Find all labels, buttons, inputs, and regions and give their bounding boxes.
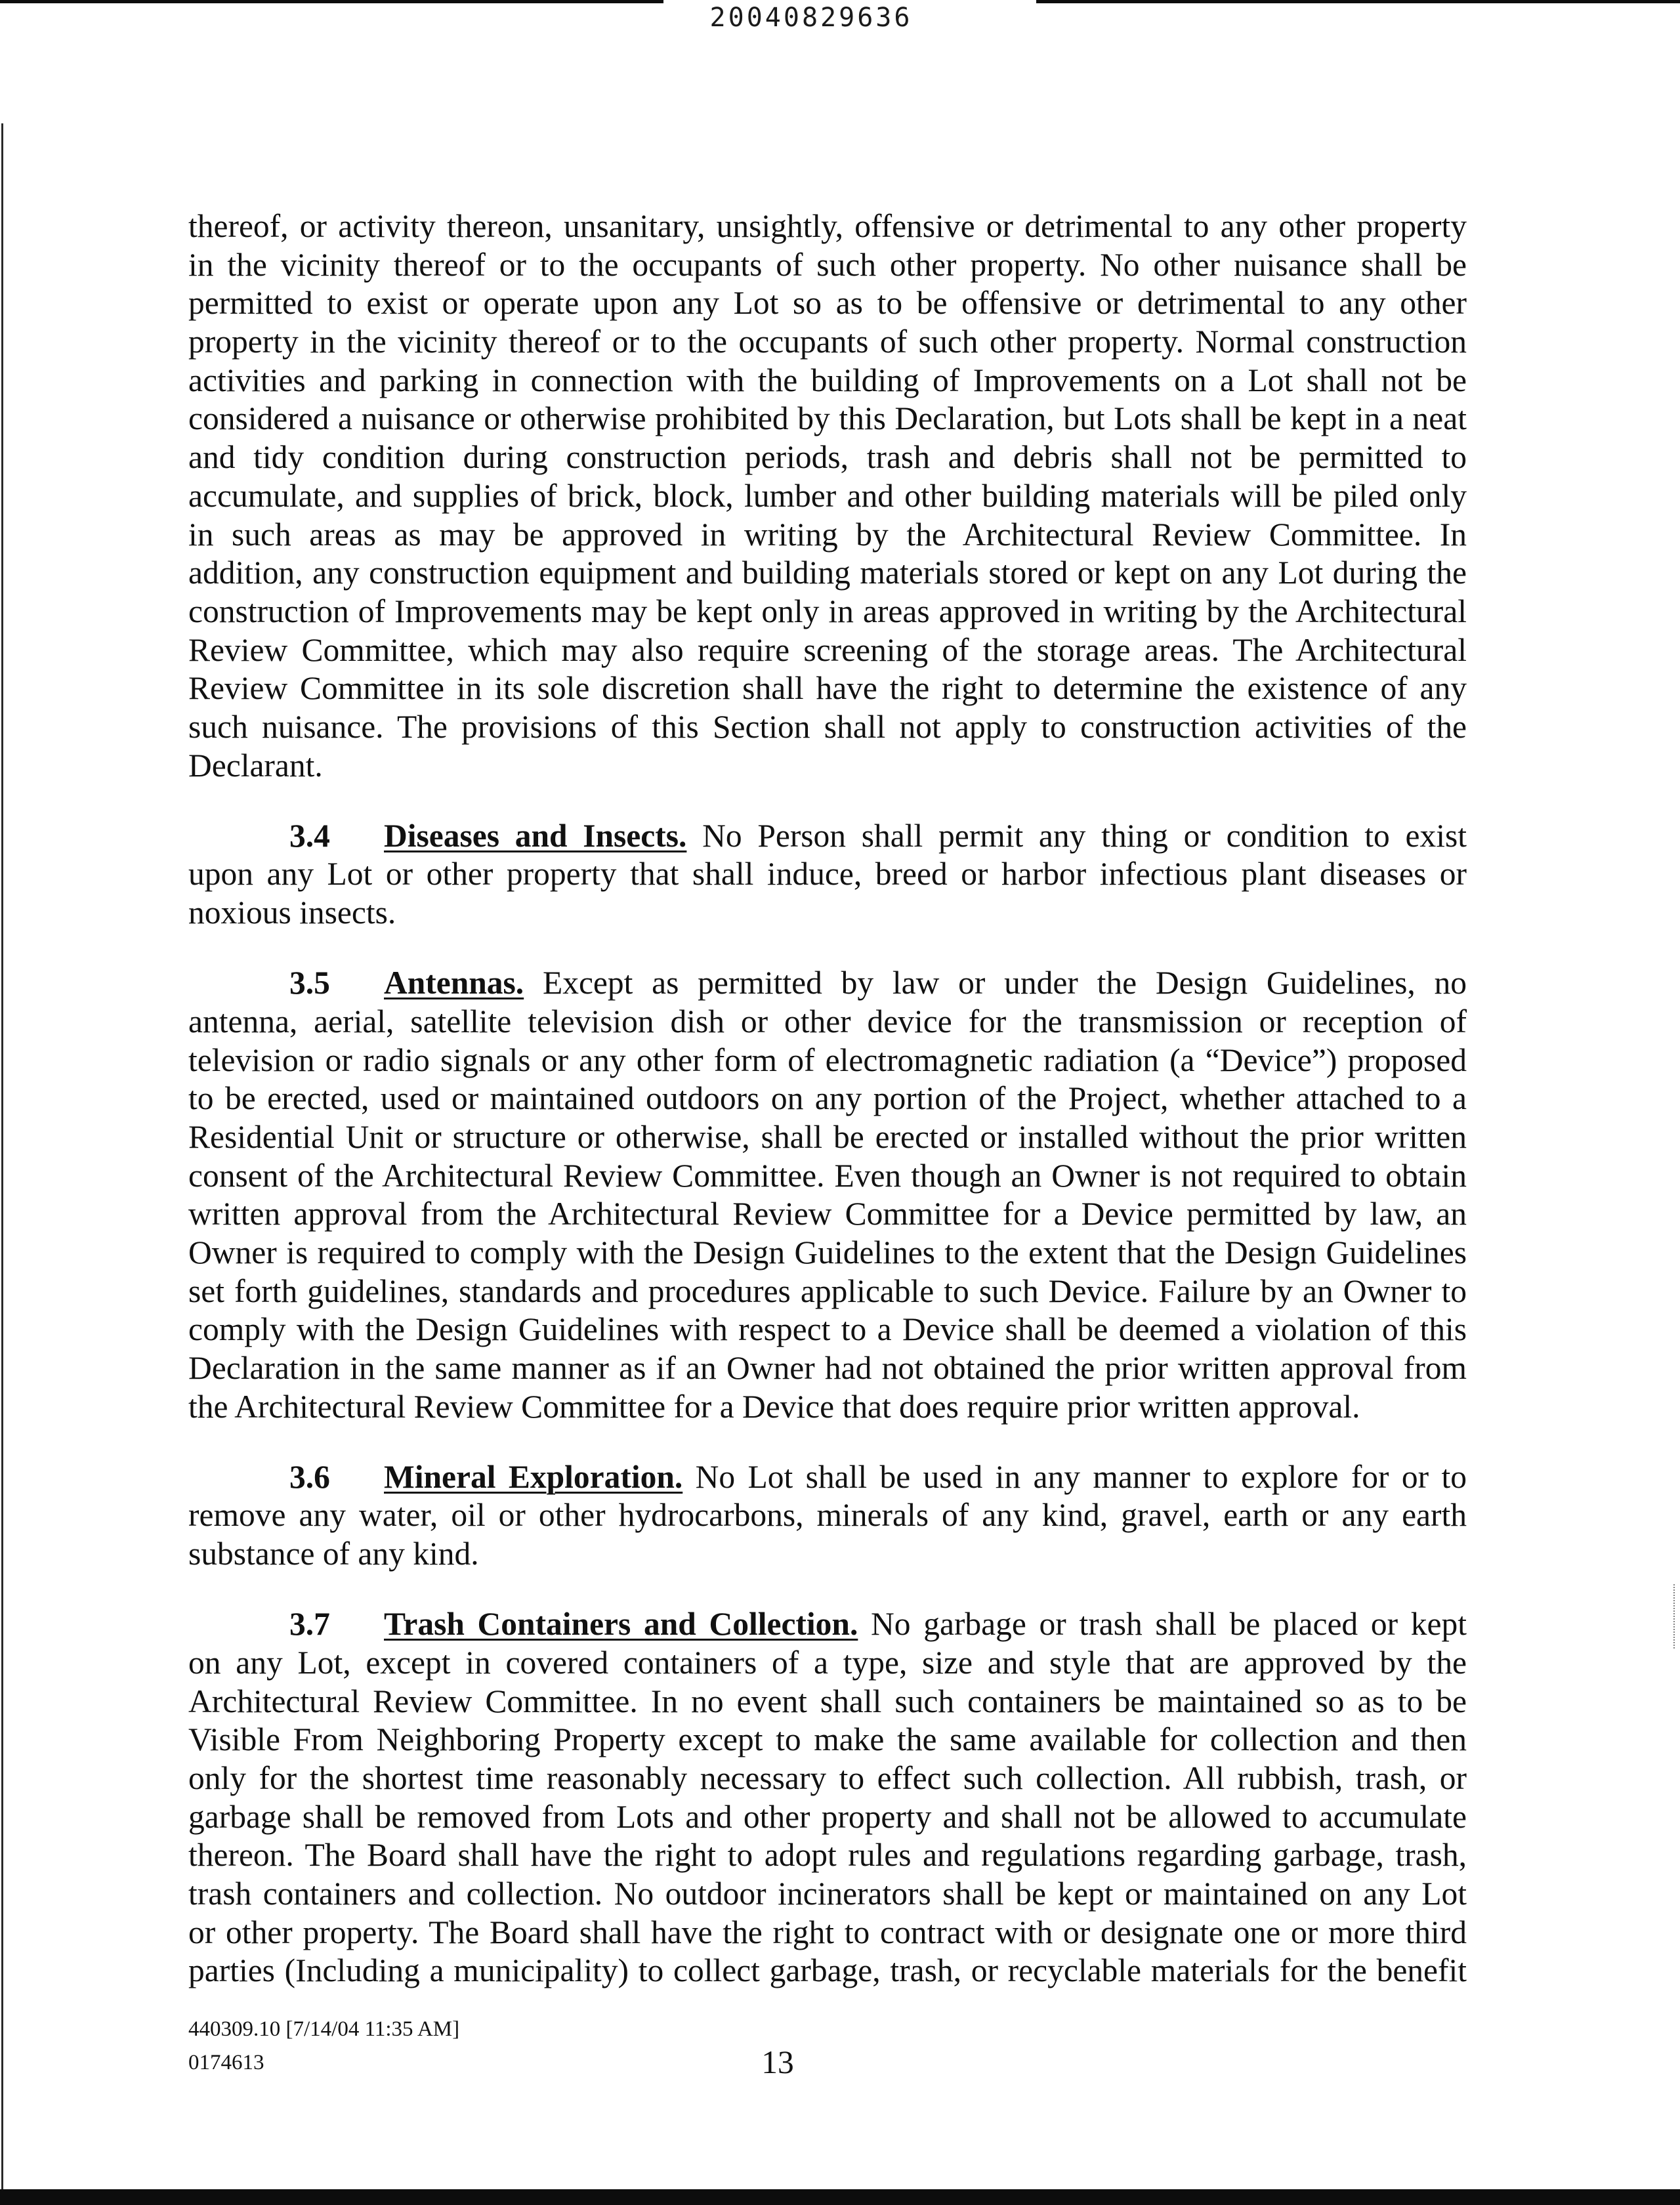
text-line: or other property. The Board shall have the right to contract with or designate one or more third [188, 1914, 1467, 1950]
section-first-line-text [384, 1605, 1467, 1644]
text-line: construction of Improvements may be kept only in areas approved in writing by the Architectural [188, 593, 1467, 629]
section-3-7 [188, 1605, 1467, 1990]
section-3-5 [188, 964, 1467, 1426]
section-heading: Mineral Exploration. [384, 1458, 683, 1495]
paragraph-continuation [188, 207, 1467, 785]
section-first-line-text [384, 817, 1467, 856]
text-line: activities and parking in connection with the building of Improvements on a Lot shall not be [188, 362, 1467, 398]
section-first-line [188, 817, 1467, 856]
text-line: addition, any construction equipment and building materials stored or kept on any Lot during the [188, 555, 1467, 591]
page-body [188, 207, 1467, 1990]
text-line: noxious insects. [188, 894, 396, 931]
text-line: Owner is required to comply with the Design Guidelines to the extent that the Design Guidelines [188, 1234, 1467, 1270]
page-number: 13 [761, 2044, 794, 2080]
section-first-line-body: No garbage or trash shall be placed or kept [871, 1606, 1467, 1643]
document-number: 20040829636 [709, 3, 913, 33]
text-line: in such areas as may be approved in writing by the Architectural Review Committee. In [188, 516, 1467, 553]
text-line: Declarant. [188, 747, 323, 784]
text-line: remove any water, oil or other hydrocarbons, minerals of any kind, gravel, earth or any earth [188, 1497, 1467, 1534]
section-number: 3.5 [289, 965, 330, 1001]
section-first-line-body: No Person shall permit any thing or condition to exist [702, 817, 1467, 854]
text-line: such nuisance. The provisions of this Section shall not apply to construction activities of the [188, 708, 1467, 745]
section-first-line [188, 1605, 1467, 1644]
section-first-line-text [384, 1458, 1467, 1497]
text-line: parties (Including a municipality) to collect garbage, trash, or recyclable materials for the benefit [188, 1952, 1467, 1989]
scan-edge-bottom [0, 2189, 1680, 2205]
section-first-line [188, 964, 1467, 1003]
text-line: antenna, aerial, satellite television dish or other device for the transmission or reception of [188, 1003, 1467, 1040]
section-heading: Diseases and Insects. [384, 817, 687, 854]
section-heading: Antennas. [384, 965, 524, 1001]
text-line: upon any Lot or other property that shall induce, breed or harbor infectious plant diseases or [188, 856, 1467, 892]
text-line: to be erected, used or maintained outdoors on any portion of the Project, whether attached to a [188, 1080, 1467, 1117]
section-first-line-text [384, 964, 1467, 1003]
text-line: garbage shall be removed from Lots and other property and shall not be allowed to accumulate [188, 1798, 1467, 1835]
text-line: accumulate, and supplies of brick, block, lumber and other building materials will be piled only [188, 477, 1467, 514]
text-line: in the vicinity thereof or to the occupants of such other property. No other nuisance shall be [188, 246, 1467, 283]
text-line: Review Committee, which may also require screening of the storage areas. The Architectural [188, 631, 1467, 668]
section-first-line-body: No Lot shall be used in any manner to explore for or to [695, 1458, 1467, 1495]
text-line: considered a nuisance or otherwise prohibited by this Declaration, but Lots shall be kept in a neat [188, 400, 1467, 437]
text-line: Review Committee in its sole discretion shall have the right to determine the existence of any [188, 670, 1467, 707]
section-heading: Trash Containers and Collection. [384, 1606, 858, 1643]
section-3-4 [188, 817, 1467, 933]
footer-document-id: 440309.10 [7/14/04 11:35 AM] [188, 2017, 460, 2041]
scan-edge-top-left [0, 0, 663, 3]
scan-edge-top-right [1036, 0, 1680, 3]
scan-edge-left [1, 123, 3, 2191]
section-number: 3.4 [289, 817, 330, 854]
text-line: written approval from the Architectural Review Committee for a Device permitted by law, an [188, 1196, 1467, 1232]
text-line: set forth guidelines, standards and procedures applicable to such Device. Failure by an Owner to [188, 1272, 1467, 1309]
text-line: consent of the Architectural Review Committee. Even though an Owner is not required to obtain [188, 1157, 1467, 1194]
text-line: substance of any kind. [188, 1536, 479, 1572]
text-line: only for the shortest time reasonably necessary to effect such collection. All rubbish, trash, or [188, 1760, 1467, 1796]
text-line: comply with the Design Guidelines with respect to a Device shall be deemed a violation of this [188, 1311, 1467, 1348]
text-line: permitted to exist or operate upon any Lot so as to be offensive or detrimental to any other [188, 285, 1467, 322]
section-number: 3.7 [289, 1606, 330, 1643]
text-line: Visible From Neighboring Property except to make the same available for collection and then [188, 1721, 1467, 1758]
text-line: and tidy condition during construction periods, trash and debris shall not be permitted to [188, 439, 1467, 476]
section-number: 3.6 [289, 1458, 330, 1495]
text-line: Declaration in the same manner as if an Owner had not obtained the prior written approval from [188, 1350, 1467, 1387]
text-line: on any Lot, except in covered containers of a type, size and style that are approved by the [188, 1644, 1467, 1681]
text-line: thereon. The Board shall have the right to adopt rules and regulations regarding garbage, trash, [188, 1837, 1467, 1874]
text-line: Architectural Review Committee. In no event shall such containers be maintained so as to be [188, 1683, 1467, 1719]
section-3-6 [188, 1458, 1467, 1574]
section-first-line-body: Except as permitted by law or under the Design Guidelines, no [542, 965, 1467, 1001]
footer-reference-number: 0174613 [188, 2051, 264, 2074]
section-first-line [188, 1458, 1467, 1497]
text-line: property in the vicinity thereof or to the occupants of such other property. Normal construction [188, 324, 1467, 360]
text-line: Residential Unit or structure or otherwise, shall be erected or installed without the prior written [188, 1118, 1467, 1155]
text-line: the Architectural Review Committee for a Device that does require prior written approval. [188, 1388, 1360, 1425]
text-line: thereof, or activity thereon, unsanitary, unsightly, offensive or detrimental to any other property [188, 208, 1467, 244]
scan-marks-right [1673, 1584, 1675, 1648]
text-line: trash containers and collection. No outdoor incinerators shall be kept or maintained on any Lot [188, 1876, 1467, 1912]
text-line: television or radio signals or any other form of electromagnetic radiation (a “Device”) proposed [188, 1041, 1467, 1078]
